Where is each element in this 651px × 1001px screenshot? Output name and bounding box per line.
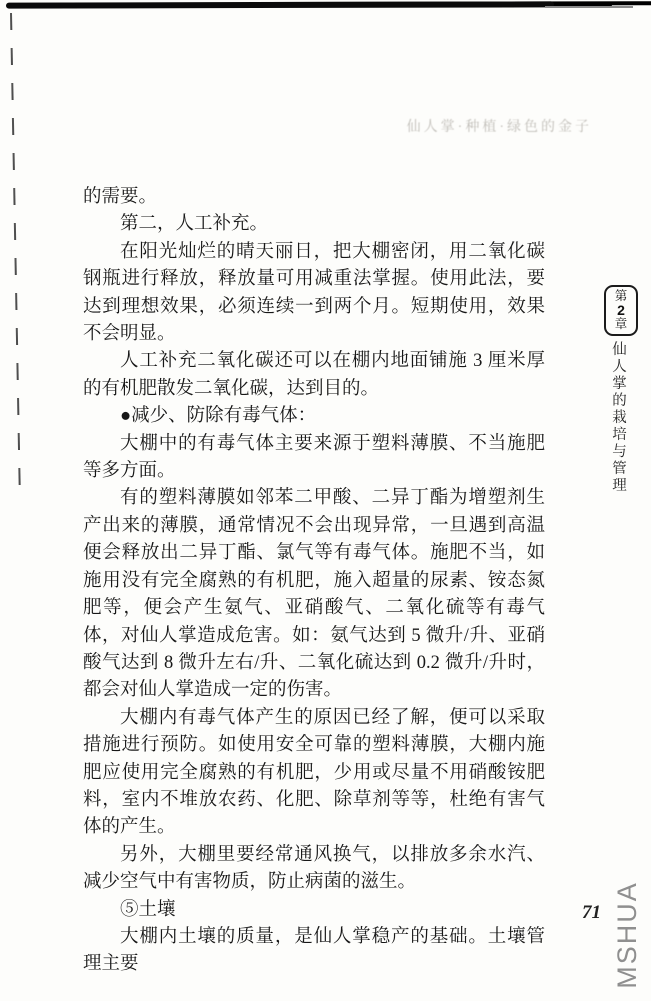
body-text xyxy=(83,184,545,979)
scan-top-edge-artifact xyxy=(6,1,554,8)
running-header: 仙人掌·种植·绿色的金子 xyxy=(406,120,592,135)
paragraph: 大棚内土壤的质量，是仙人掌稳产的基础。土壤管理主要 xyxy=(83,926,545,975)
scan-top-edge-artifact-tail xyxy=(545,6,633,8)
paragraph: 的需要。 xyxy=(83,187,158,207)
paragraph: 在阳光灿烂的晴天丽日，把大棚密闭，用二氧化碳钢瓶进行释放，释放量可用减重法掌握。使用此法，要达到理想效果，必须连续一到两个月。短期使用，效果不会明显。 xyxy=(83,241,545,345)
paragraph: 大棚中的有毒气体主要来源于塑料薄膜、不当施肥等多方面。 xyxy=(83,433,545,482)
page-number: 71 xyxy=(582,902,601,923)
binding-marks-decoration xyxy=(10,13,21,500)
chapter-tab-suffix: 章 xyxy=(614,316,628,331)
paragraph: 有的塑料薄膜如邻苯二甲酸、二异丁酯为增塑剂生产出来的薄膜，通常情况不会出现异常，一旦遇到高温便会释放出二异丁酯、氯气等有毒气体。施肥不当，如施用没有完全腐熟的有机肥，施入超量的尿素、铵态氮肥等，便会产生氨气、亚硝酸气、二氧化硫等有毒气体，对仙人掌造成危害。如：氨气达到 5 微升/升、亚硝酸气达到 8 微升左右/升、二氧化硫达到 0.2 微升/升时，都会对仙人掌造成一定的伤害。 xyxy=(83,488,545,701)
paragraph: 人工补充二氧化碳还可以在棚内地面铺施 3 厘米厚的有机肥散发二氧化碳，达到目的。 xyxy=(83,351,545,399)
chapter-tab-number: 2 xyxy=(617,302,625,319)
chapter-tab xyxy=(604,285,638,336)
paragraph: 第二，人工补充。 xyxy=(120,214,269,235)
watermark: MSHUA xyxy=(612,881,642,989)
chapter-tab-prefix: 第 xyxy=(614,289,628,304)
paragraph: 大棚内有毒气体产生的原因已经了解，便可以采取措施进行预防。如使用安全可靠的塑料薄膜，大棚内施肥应使用完全腐熟的有机肥，少用或尽量不用硝酸铵肥料，室内不堆放农药、化肥、除草剂等等，杜绝有害气体的产生。 xyxy=(83,707,545,838)
paragraph: ●减少、防除有毒气体： xyxy=(120,406,317,427)
paragraph: 另外，大棚里要经常通风换气，以排放多余水汽、减少空气中有害物质，防止病菌的滋生。 xyxy=(83,844,545,893)
paragraph: ⑤土壤 xyxy=(120,899,176,920)
chapter-side-title: 仙人掌的栽培与管理 xyxy=(610,341,626,494)
